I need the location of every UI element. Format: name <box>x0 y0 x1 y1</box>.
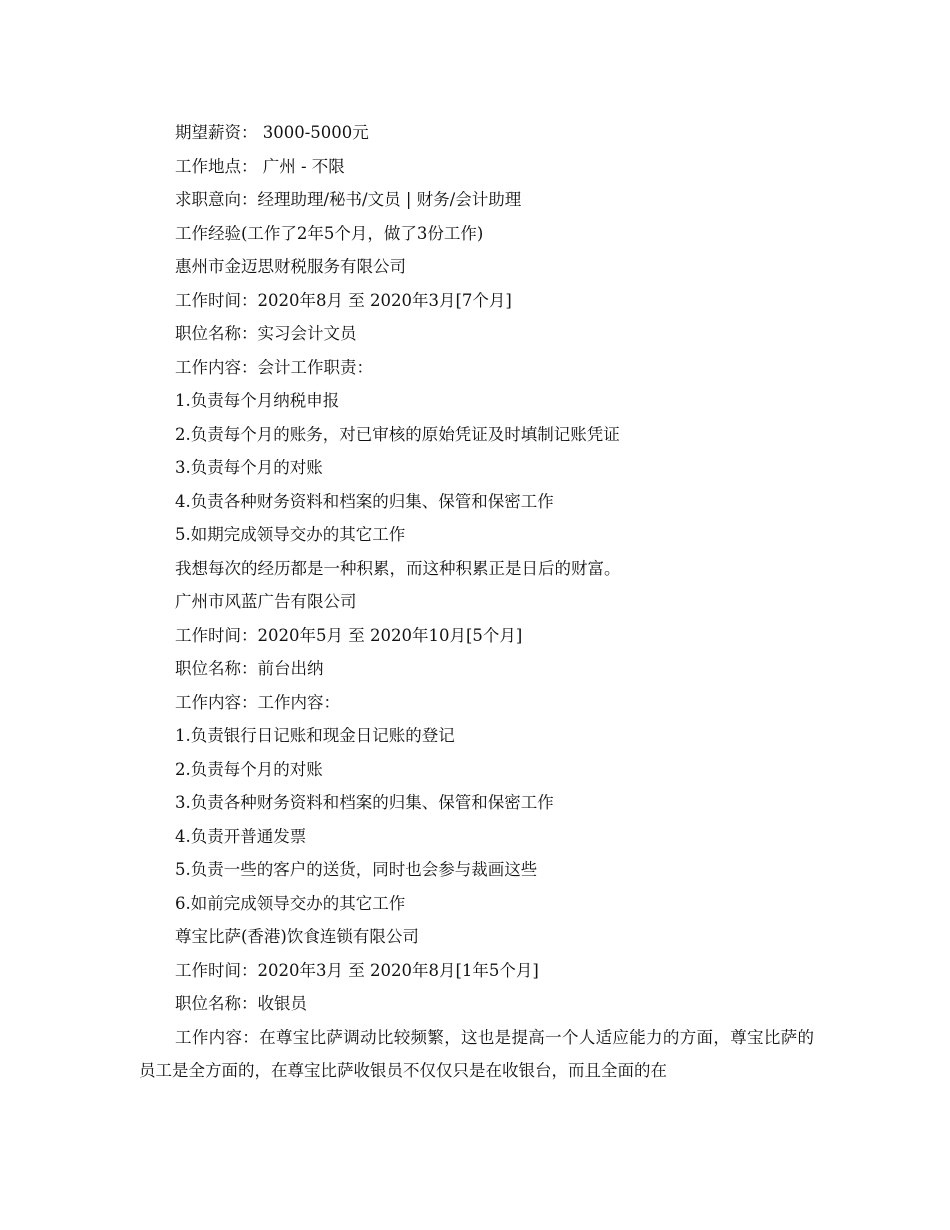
company-2-duty-item: 3.负责各种财务资料和档案的归集、保管和保密工作 <box>175 793 554 812</box>
company-1-duty-item: 3.负责每个月的对账 <box>175 458 323 477</box>
company-2-duties-heading: 工作内容：工作内容： <box>175 692 340 712</box>
company-2-duty-item: 4.负责开普通发票 <box>175 826 307 846</box>
company-1-name: 惠州市金迈思财税服务有限公司 <box>175 257 406 276</box>
company-1-duty-item: 1.负责每个月纳税申报 <box>175 391 340 410</box>
company-1-period: 工作时间：2020年8月 至 2020年3月[7个月] <box>175 290 512 310</box>
company-2-duty-item: 6.如前完成领导交办的其它工作 <box>175 893 406 913</box>
resume-content <box>139 116 814 1088</box>
company-2-position: 职位名称：前台出纳 <box>175 659 324 678</box>
company-2-duty-item: 1.负责银行日记账和现金日记账的登记 <box>175 726 455 745</box>
work-location: 工作地点： 广州 - 不限 <box>175 156 345 176</box>
company-3-period: 工作时间：2020年3月 至 2020年8月[1年5个月] <box>175 960 539 980</box>
company-1-duties-heading: 工作内容：会计工作职责： <box>175 357 373 377</box>
company-3-duties-paragraph: 工作内容：在尊宝比萨调动比较频繁，这也是提高一个人适应能力的方面，尊宝比萨的员工是全方面的，在尊宝比萨收银员不仅仅只是在收银台，而且全面的在 <box>139 1027 814 1080</box>
company-1-duty-item: 5.如期完成领导交办的其它工作 <box>175 525 406 544</box>
company-2-duty-item: 2.负责每个月的对账 <box>175 759 323 779</box>
company-3-position: 职位名称：收银员 <box>175 994 307 1013</box>
company-1-duty-item: 2.负责每个月的账务，对已审核的原始凭证及时填制记账凭证 <box>175 424 620 444</box>
company-1-duty-item: 4.负责各种财务资料和档案的归集、保管和保密工作 <box>175 491 554 511</box>
company-2-period: 工作时间：2020年5月 至 2020年10月[5个月] <box>175 625 523 645</box>
company-1-position: 职位名称：实习会计文员 <box>175 324 357 343</box>
company-2-name: 广州市风蓝广告有限公司 <box>175 592 357 611</box>
company-1-reflection: 我想每次的经历都是一种积累，而这种积累正是日后的财富。 <box>175 558 621 578</box>
company-2-duty-item: 5.负责一些的客户的送货，同时也会参与裁画这些 <box>175 860 538 879</box>
job-intention: 求职意向：经理助理/秘书/文员 | 财务/会计助理 <box>175 190 522 209</box>
company-3-name: 尊宝比萨(香港)饮食连锁有限公司 <box>175 927 419 946</box>
expected-salary: 期望薪资： 3000-5000元 <box>175 123 369 142</box>
work-experience-summary: 工作经验(工作了2年5个月，做了3份工作) <box>175 223 484 243</box>
